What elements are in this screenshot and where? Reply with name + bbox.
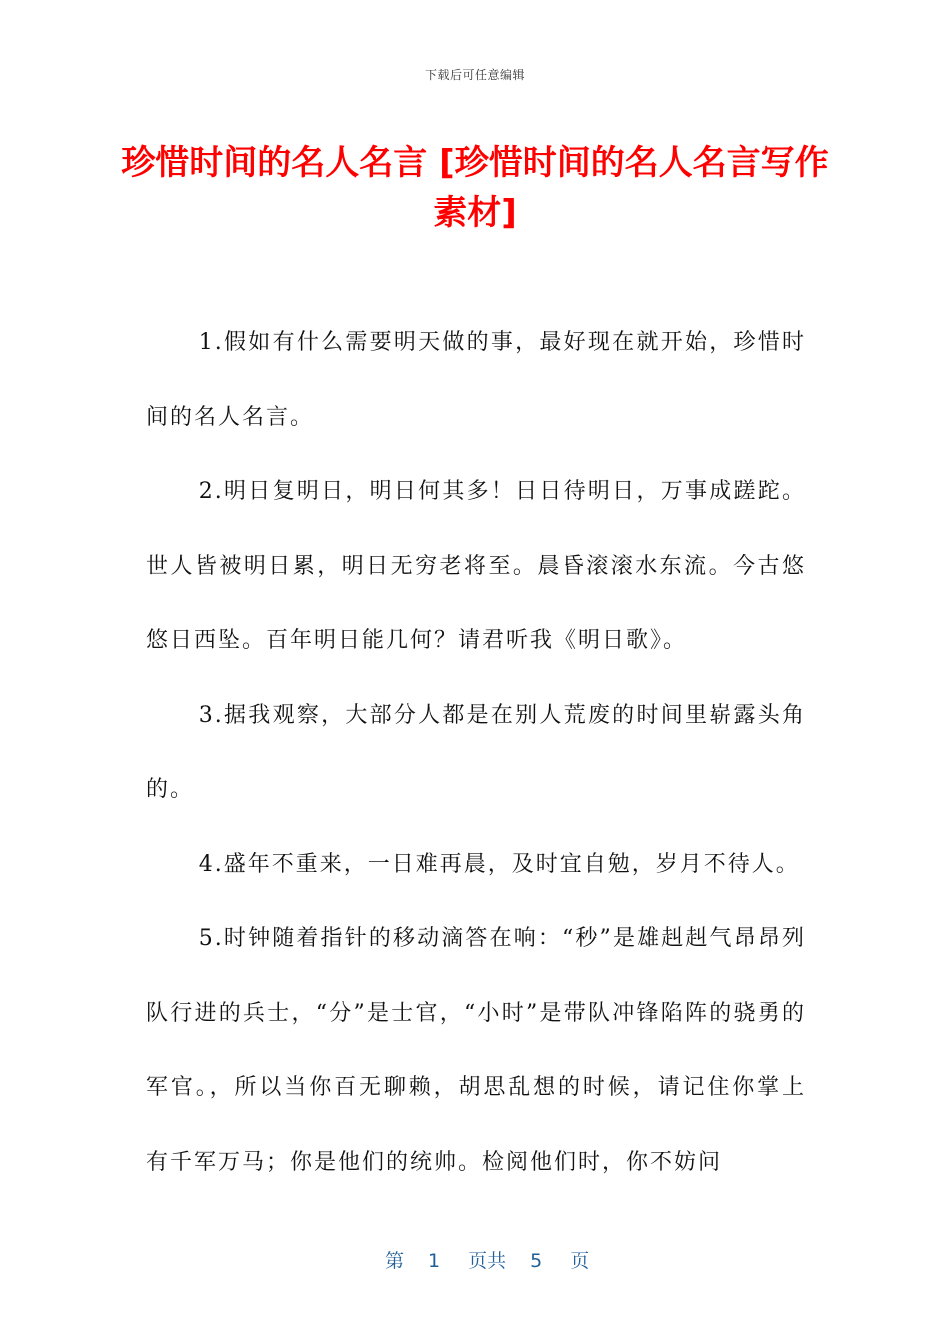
page-label-mid: 页共 xyxy=(468,1250,507,1272)
paragraph: 3.据我观察，大部分人都是在别人荒废的时间里崭露头角的。 xyxy=(146,702,806,802)
page-label-prefix: 第 xyxy=(384,1250,404,1272)
paragraph: 1.假如有什么需要明天做的事，最好现在就开始，珍惜时间的名人名言。 xyxy=(146,330,806,430)
paragraph: 2.明日复明日，明日何其多！日日待明日，万事成蹉跎。世人皆被明日累，明日无穷老将至。晨昏滚滚水东流。今古悠悠日西坠。百年明日能几何？请君听我《明日歌》。 xyxy=(146,479,806,653)
current-page-number: 1 xyxy=(427,1250,441,1272)
total-pages-number: 5 xyxy=(530,1250,543,1272)
header-note: 下载后可任意编辑 xyxy=(424,68,525,82)
document-title: 珍惜时间的名人名言 [珍惜时间的名人名言写作素材] xyxy=(121,143,829,233)
paragraph: 4.盛年不重来，一日难再晨，及时宜自勉，岁月不待人。 xyxy=(198,851,800,877)
page-footer xyxy=(0,1224,950,1295)
page-label-suffix: 页 xyxy=(570,1250,590,1272)
document-body xyxy=(146,306,806,1200)
paragraph: 5.时钟随着指针的移动滴答在响：“秒”是雄赳赳气昂昂列队行进的兵士，“分”是士官，“小时”是带队冲锋陷阵的骁勇的军官。，所以当你百无聊赖，胡思乱想的时候，请记住你掌上有千军万马；你是他们的统帅。检阅他们时，你不妨问 xyxy=(146,926,806,1175)
